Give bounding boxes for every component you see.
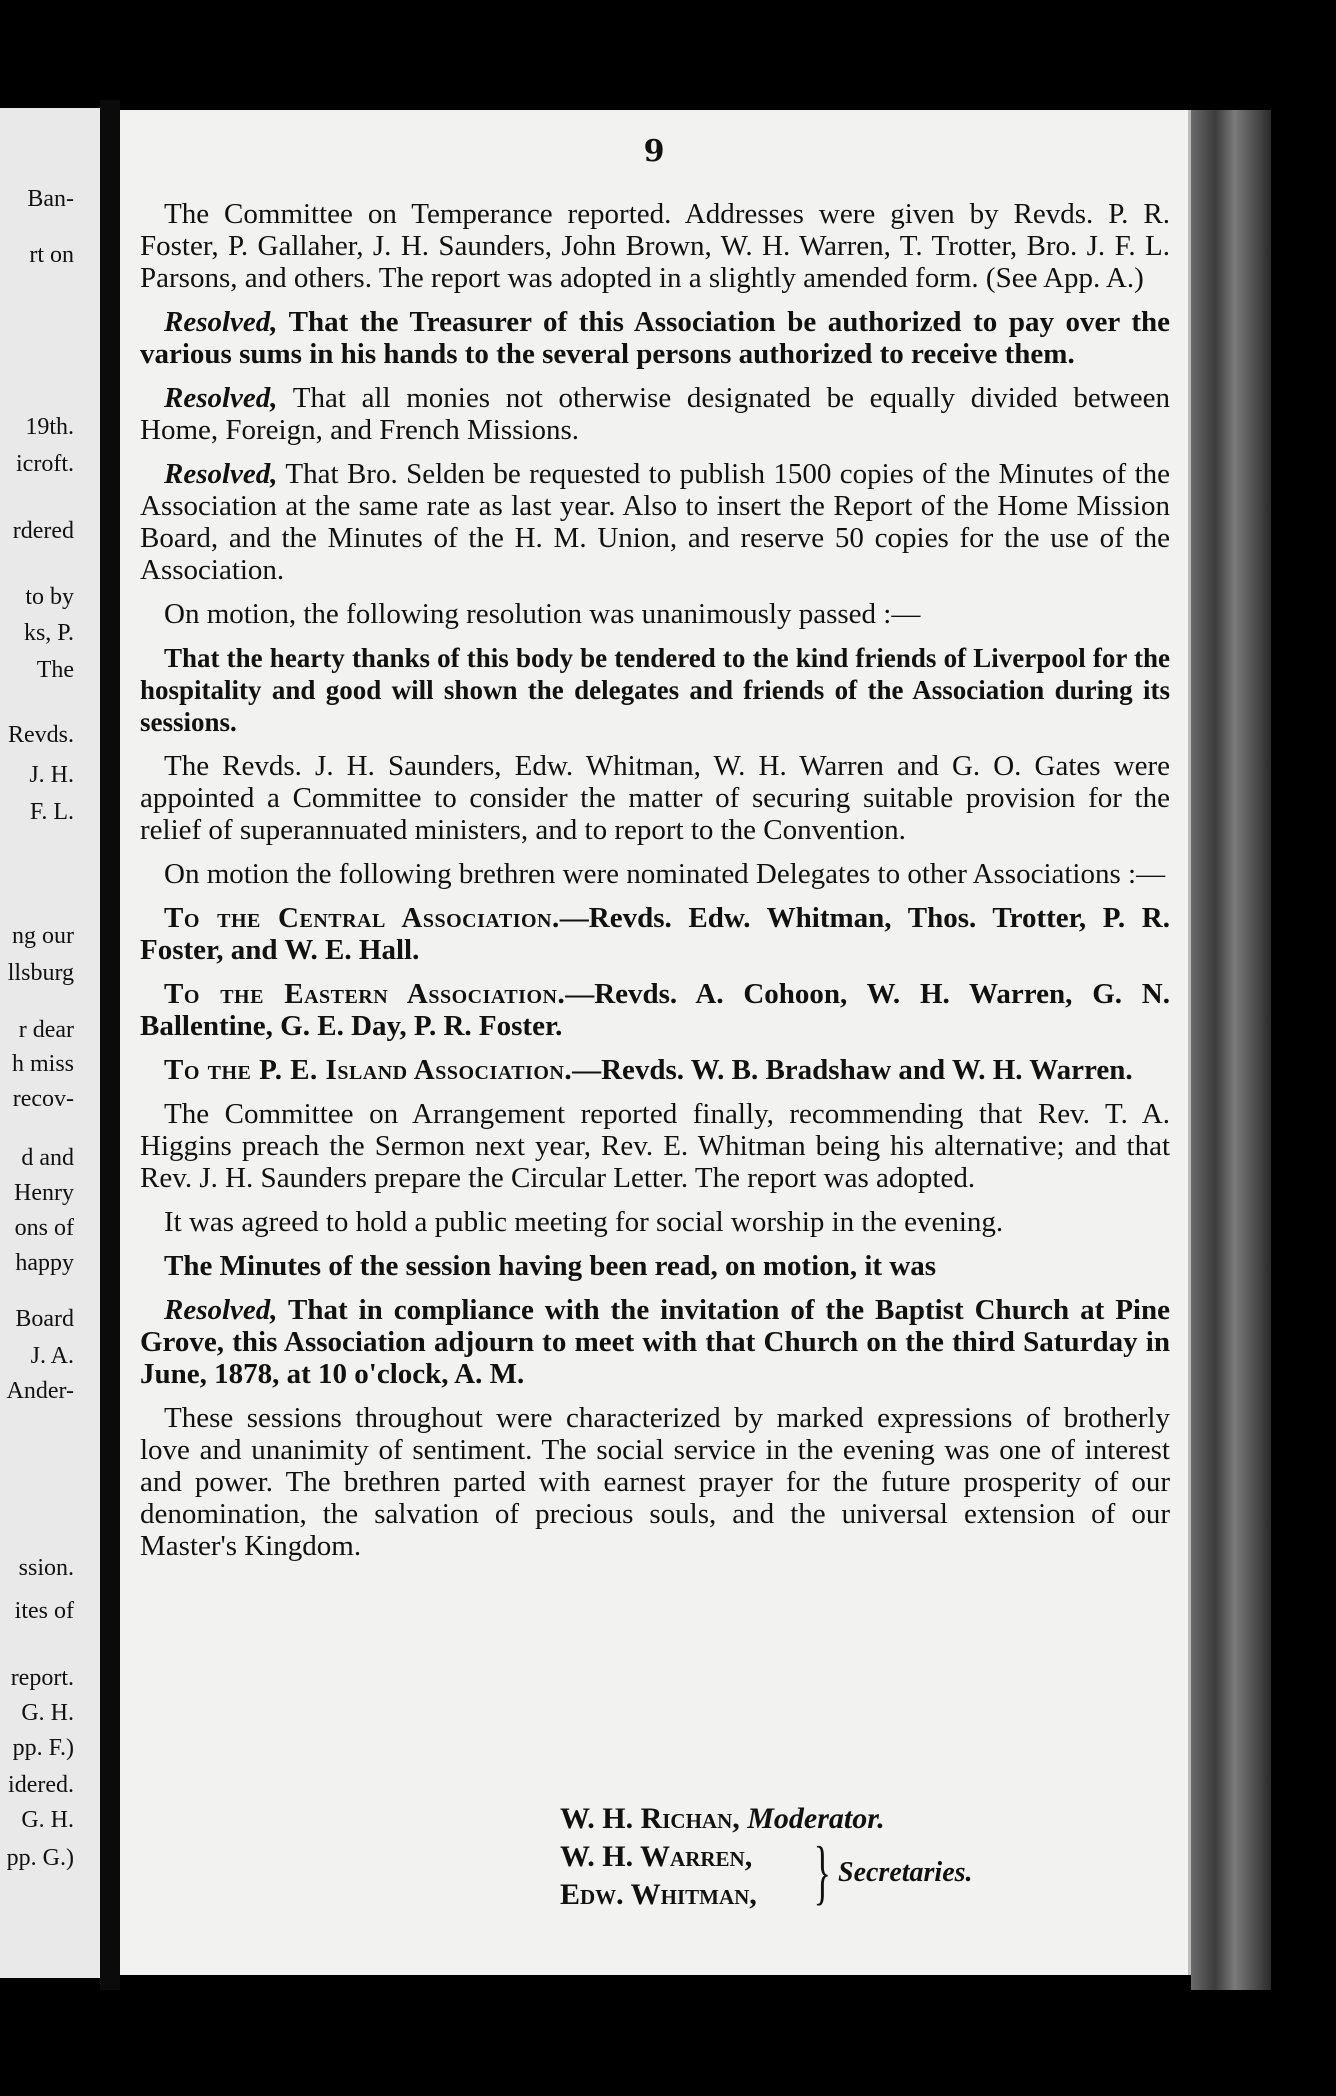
secretary-line-2: Edw. Whitman, (560, 1878, 757, 1911)
left-page-text-fragment: h miss (11, 1051, 74, 1078)
secretaries-role: Secretaries. (838, 1857, 973, 1888)
left-page-text-fragment: pp. G.) (6, 1844, 74, 1871)
paragraph-resolved-treasurer: Resolved, That the Treasurer of this Association be authorized to pay over the various sums in his hands to the several persons authorized to receive them. (140, 306, 1170, 370)
left-page-text-fragment: Ander- (6, 1378, 74, 1405)
left-page-text-fragment: Henry (14, 1180, 74, 1206)
moderator-role: Moderator. (747, 1802, 885, 1835)
left-page-text-fragment: d and (21, 1145, 74, 1172)
left-page-text-fragment: ks, P. (23, 619, 74, 646)
left-page-text-fragment: 19th. (25, 413, 74, 440)
secretary-line-1: W. H. Warren, (560, 1840, 753, 1873)
page-stack-edge (1191, 110, 1271, 1990)
signature-block (560, 1800, 1160, 1914)
page-number: 9 (643, 134, 665, 169)
paragraph-thanks: That the hearty thanks of this body be tendered to the kind friends of Liverpool for the hospitality and good will shown the delegates and friends of the Association during its sessions. (140, 643, 1170, 737)
moderator-line (560, 1800, 1160, 1838)
left-page-text-fragment: ons of (14, 1214, 74, 1241)
left-page-text-fragment: r dear (18, 1016, 74, 1043)
left-page-text-fragment: idered. (8, 1772, 74, 1799)
left-page-text-fragment: G. H. (21, 1699, 74, 1726)
page (120, 110, 1191, 1975)
paragraph-arrangement: The Committee on Arrangement reported finally, recommending that Rev. T. A. Higgins preach the Sermon next year, Rev. E. Whitman being his alternative; and that Rev. J. H. Saunders prepare the Circular Letter. The report was adopted. (140, 1098, 1170, 1194)
left-page-text-fragment: rt on (29, 242, 74, 268)
paragraph-delegates: On motion the following brethren were nominated Delegates to other Associations :— (164, 858, 1166, 890)
brace: } (813, 1832, 831, 1912)
page-body (140, 198, 1170, 1574)
left-page-text-fragment: G. H. (21, 1807, 74, 1834)
paragraph-resolved-monies: Resolved, That all monies not otherwise designated be equally divided between Home, Foreign, and French Missions. (140, 382, 1170, 446)
left-page-text-fragment: icroft. (16, 451, 74, 478)
left-page-text-fragment: rdered (12, 518, 74, 545)
paragraph-public-meeting: It was agreed to hold a public meeting for social worship in the evening. (164, 1206, 1004, 1238)
book-gutter (100, 100, 120, 1990)
paragraph-resolved-publish: Resolved, That Bro. Selden be requested to publish 1500 copies of the Minutes of the Association at the same rate as last year. Also to insert the Report of the Home Mission Board, and the Minutes of the H. M. Union, and reserve 50 copies for the use of the Association. (140, 458, 1170, 586)
paragraph-temperance: The Committee on Temperance reported. Addresses were given by Revds. P. R. Foster, P. Gallaher, J. H. Saunders, John Brown, W. H. Warren, T. Trotter, Bro. J. F. L. Parsons, and others. The report was adopted in a slightly amended form. (See App. A.) (140, 198, 1170, 294)
left-page-text-fragment: ng our (12, 922, 74, 949)
left-page-text-fragment: J. A. (30, 1343, 74, 1370)
left-page-text-fragment: ites of (14, 1598, 74, 1625)
left-page-text-fragment: J. H. (29, 761, 74, 788)
paragraph-pei: To the P. E. Island Association.—Revds. W. B. Bradshaw and W. H. Warren. (164, 1054, 1133, 1086)
left-page-text-fragment: report. (10, 1665, 74, 1692)
paragraph-eastern: To the Eastern Association.—Revds. A. Cohoon, W. H. Warren, G. N. Ballentine, G. E. Day, P. R. Foster. (140, 978, 1170, 1042)
moderator-name: W. H. Richan, (560, 1802, 740, 1835)
paragraph-motion: On motion, the following resolution was unanimously passed :— (164, 598, 921, 630)
paragraph-resolved-adjourn: Resolved, That in compliance with the invitation of the Baptist Church at Pine Grove, this Association adjourn to meet with that Church on the third Saturday in June, 1878, at 10 o'clock, A. M. (140, 1294, 1170, 1390)
paragraph-central: To the Central Association.—Revds. Edw. Whitman, Thos. Trotter, P. R. Foster, and W. E. Hall. (140, 902, 1170, 966)
left-page-text-fragment: Board (15, 1305, 74, 1332)
paragraph-committee: The Revds. J. H. Saunders, Edw. Whitman, W. H. Warren and G. O. Gates were appointed a Committee to consider the matter of securing suitable provision for the relief of superannuated ministers, and to report to the Convention. (140, 750, 1170, 846)
left-page-text-fragment: ssion. (18, 1555, 74, 1582)
left-page-text-fragment: Revds. (8, 721, 74, 748)
left-page-text-fragment: pp. F.) (12, 1734, 74, 1761)
left-page-text-fragment: Ban- (27, 185, 74, 212)
left-page-fragment (0, 108, 100, 1978)
left-page-text-fragment: llsburg (7, 960, 74, 987)
paragraph-minutes-read: The Minutes of the session having been read, on motion, it was (164, 1250, 937, 1282)
paragraph-closing: These sessions throughout were characterized by marked expressions of brotherly love and unanimity of sentiment. The social service in the evening was one of interest and power. The brethren parted with earnest prayer for the future prosperity of our denomination, the salvation of precious souls, and the universal extension of our Master's Kingdom. (140, 1402, 1170, 1562)
left-page-text-fragment: The (36, 657, 74, 684)
left-page-text-fragment: recov- (12, 1086, 74, 1113)
left-page-text-fragment: happy (15, 1249, 74, 1276)
left-page-text-fragment: to by (25, 583, 74, 610)
left-page-text-fragment: F. L. (29, 799, 74, 826)
